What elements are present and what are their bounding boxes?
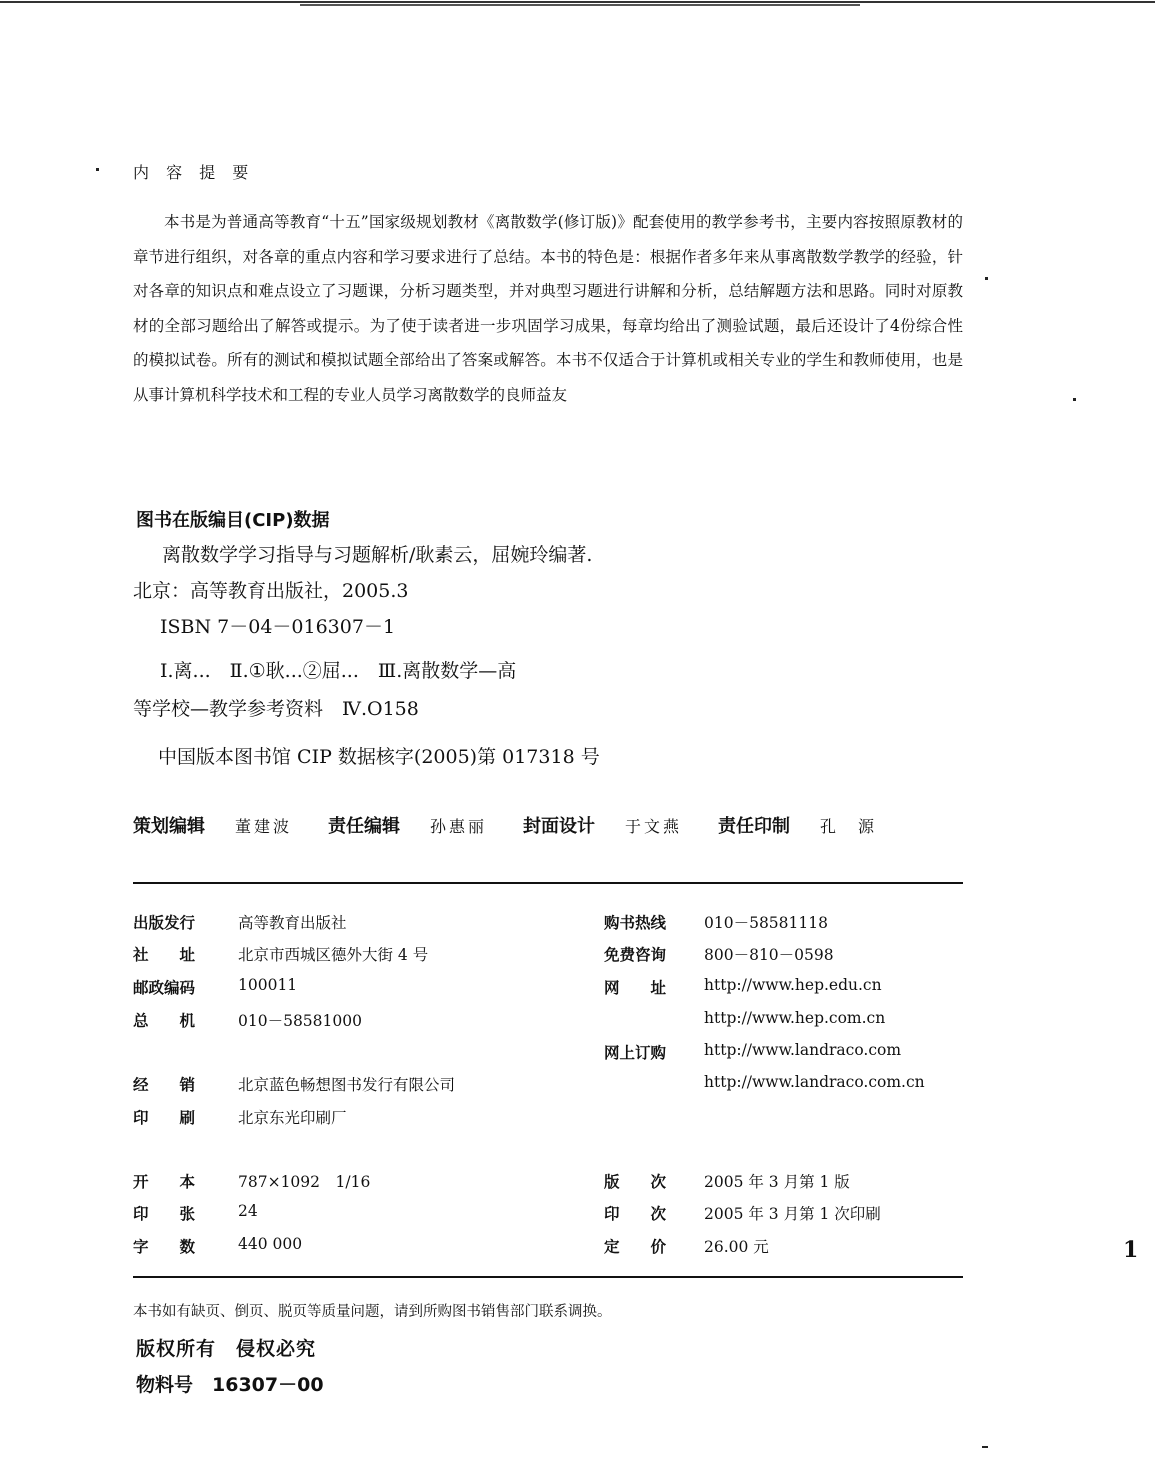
pub-value: 北京东光印刷厂	[238, 1109, 347, 1127]
pub-label: 邮政编码	[133, 979, 196, 997]
spec-value: 26.00 元	[704, 1238, 769, 1256]
quality-notice: 本书如有缺页、倒页、脱页等质量问题，请到所购图书销售部门联系调换。	[133, 1304, 612, 1320]
scan-border-top	[0, 0, 1155, 8]
cip-line-5: 等学校—教学参考资料 Ⅳ.O158	[133, 698, 419, 720]
copyright-notice: 版权所有 侵权必究	[136, 1338, 317, 1360]
pub-label: 购书热线	[604, 914, 667, 932]
staff-role: 责任编辑	[328, 816, 401, 837]
spec-label: 印 张	[133, 1205, 196, 1223]
spec-value: 787×1092 1/16	[238, 1173, 371, 1191]
pub-label: 总 机	[133, 1012, 196, 1030]
scan-speck	[982, 1446, 988, 1448]
staff-name: 董建波	[235, 817, 293, 836]
page-mark: 1	[1123, 1237, 1139, 1263]
spec-value: 440 000	[238, 1235, 303, 1253]
cip-line-2: 北京：高等教育出版社，2005.3	[133, 580, 409, 602]
pub-label: 免费咨询	[604, 946, 667, 964]
pub-value: 010－58581000	[238, 1012, 362, 1030]
pub-value: 北京蓝色畅想图书发行有限公司	[238, 1076, 456, 1094]
pub-value: 010－58581118	[704, 914, 828, 932]
divider-bottom	[133, 1276, 963, 1278]
scan-speck	[96, 168, 99, 171]
item-number: 物料号 16307－00	[136, 1374, 324, 1396]
divider-top	[133, 882, 963, 884]
pub-label: 出版发行	[133, 914, 196, 932]
abstract-text	[133, 205, 963, 412]
spec-label: 字 数	[133, 1238, 196, 1256]
spec-value: 2005 年 3 月第 1 次印刷	[704, 1205, 881, 1223]
pub-value: http://www.hep.edu.cn	[704, 976, 882, 994]
section-heading: 内 容 提 要	[133, 163, 255, 182]
scan-speck	[1073, 398, 1076, 401]
spec-label: 开 本	[133, 1173, 196, 1191]
cip-line-1: 离散数学学习指导与习题解析/耿素云，屈婉玲编著.	[162, 544, 593, 566]
pub-value: 北京市西城区德外大街 4 号	[238, 946, 429, 964]
pub-value: http://www.landraco.com	[704, 1041, 902, 1059]
spec-value: 24	[238, 1202, 258, 1220]
cip-line-6: 中国版本图书馆 CIP 数据核字(2005)第 017318 号	[158, 746, 600, 768]
pub-value: 800－810－0598	[704, 946, 834, 964]
spec-label: 版 次	[604, 1173, 667, 1191]
spec-label: 定 价	[604, 1238, 667, 1256]
cip-line-4: Ⅰ.离... Ⅱ.①耿...②屈... Ⅲ.离散数学—高	[160, 660, 517, 682]
staff-credits	[133, 812, 913, 838]
pub-label: 社 址	[133, 946, 196, 964]
pub-value: http://www.landraco.com.cn	[704, 1073, 925, 1091]
staff-name: 孙惠丽	[430, 817, 488, 836]
scan-speck	[985, 277, 988, 280]
cip-title: 图书在版编目(CIP)数据	[136, 510, 330, 531]
pub-value: http://www.hep.com.cn	[704, 1009, 886, 1027]
pub-label: 网 址	[604, 979, 667, 997]
staff-role: 责任印制	[718, 816, 791, 837]
pub-value: 100011	[238, 976, 298, 994]
staff-role: 封面设计	[523, 816, 596, 837]
pub-label: 印 刷	[133, 1109, 196, 1127]
staff-name: 孔 源	[820, 817, 878, 836]
pub-label: 网上订购	[604, 1044, 667, 1062]
staff-role: 策划编辑	[133, 816, 205, 837]
cip-line-3: ISBN 7－04－016307－1	[160, 616, 396, 638]
pub-value: 高等教育出版社	[238, 914, 347, 932]
spec-label: 印 次	[604, 1205, 667, 1223]
abstract-paragraph: 本书是为普通高等教育“十五”国家级规划教材《离散数学(修订版)》配套使用的教学参考书，主要内容按照原教材的章节进行组织，对各章的重点内容和学习要求进行了总结。本书的特色是：根据作者多年来从事离散数学教学的经验，针对各章的知识点和难点设立了习题课，分析习题类型，并对典型习题进行讲解和分析，总结解题方法和思路。同时对原教材的全部习题给出了解答或提示。为了使于读者进一步巩固学习成果，每章均给出了测验试题，最后还设计了4份综合性的模拟试卷。所有的测试和模拟试题全部给出了答案或解答。本书不仅适合于计算机或相关专业的学生和教师使用，也是从事计算机科学技术和工程的专业人员学习离散数学的良师益友	[133, 213, 963, 404]
staff-name: 于文燕	[625, 817, 683, 836]
pub-label: 经 销	[133, 1076, 196, 1094]
spec-value: 2005 年 3 月第 1 版	[704, 1173, 850, 1191]
